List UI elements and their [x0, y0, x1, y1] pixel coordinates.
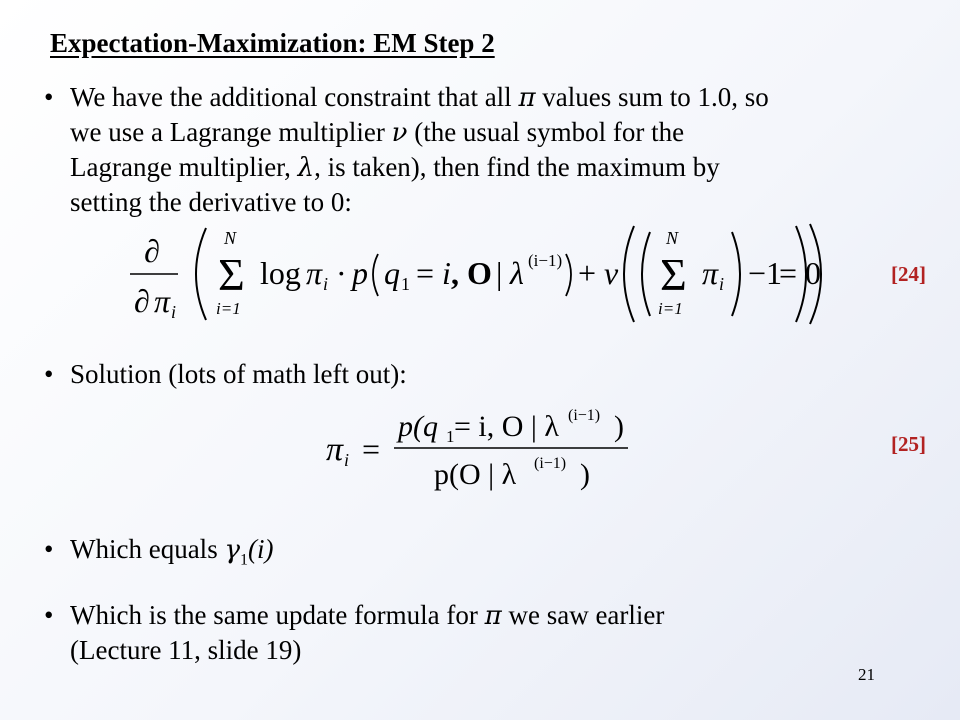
nu-symbol: ν — [391, 118, 408, 148]
bullet-dot: • — [44, 600, 54, 630]
equation-24 — [120, 222, 840, 326]
page-number: 21 — [858, 665, 875, 684]
eq24-sigma2: Σ — [660, 249, 687, 300]
equation-number-24: [24] — [891, 262, 926, 286]
eq25-den-sup: (i−1) — [534, 455, 567, 472]
gamma-symbol: γ — [224, 535, 240, 565]
eq24-sigma1: Σ — [218, 249, 245, 300]
eq24-lambda: λ — [510, 255, 524, 291]
eq24-sum2-upper: N — [666, 228, 679, 248]
eq25-den: p(O | λ — [434, 458, 517, 491]
eq24-sum1-lower: i=1 — [216, 299, 241, 318]
eq24-lambda-sup: (i−1) — [528, 251, 563, 270]
lambda-symbol: λ — [297, 153, 315, 183]
eq24-pi-sub: i — [171, 302, 177, 322]
eq24-p-open — [373, 254, 378, 296]
eq25-pi: π — [326, 431, 344, 468]
bullet-which-equals — [44, 532, 914, 568]
bullet-line: we use a Lagrange multiplier ν (the usual symbol for the — [70, 117, 685, 148]
eq25-num-sup: (i−1) — [568, 407, 601, 424]
bullet-line: We have the additional constraint that all π values sum to 1.0, so — [70, 82, 769, 113]
eq24-q-sub: 1 — [401, 274, 410, 294]
bullet-text: Solution (lots of math left out): — [70, 359, 407, 389]
bullet-dot: • — [44, 534, 54, 564]
eq24-bar: | — [496, 255, 503, 291]
slide-title: Expectation-Maximization: EM Step 2 — [50, 28, 495, 58]
eq24-p: p — [352, 255, 368, 291]
eq24-dot: · — [336, 255, 347, 291]
eq24-sum2-lower: i=1 — [658, 299, 683, 318]
eq24-plus: + — [578, 255, 597, 291]
eq24-paren2-open — [624, 226, 634, 322]
eq24-equals: = — [416, 255, 435, 291]
eq24-paren-open — [196, 228, 206, 320]
eq24-nu: ν — [604, 255, 619, 291]
eq24-sum1-upper: N — [224, 228, 237, 248]
bullet-text: Which equals $\gamma_1(i)$ — [70, 534, 274, 569]
eq24-paren3-close — [732, 232, 740, 316]
eq24-sum2-pi: π — [702, 255, 719, 291]
eq24-pi: π — [154, 283, 171, 319]
eq24-q: q — [384, 255, 400, 291]
bullet-dot: • — [44, 359, 54, 389]
equation-25 — [320, 402, 650, 498]
pi-symbol: π — [484, 601, 502, 631]
eq24-log-pi-sub: i — [323, 274, 329, 294]
eq25-pi-sub: i — [344, 450, 350, 470]
eq24-sum2-pi-sub: i — [719, 274, 725, 294]
eq24-i: i — [442, 255, 451, 291]
bullet-line: Which is the same update formula for π we saw earlier — [70, 600, 665, 631]
bullet-line: (Lecture 11, slide 19) — [70, 635, 302, 665]
equation-number-25: [25] — [891, 432, 926, 456]
equation-24-tail — [775, 222, 845, 326]
eq24-partial-top: ∂ — [144, 233, 160, 269]
eq25-num-p: p(q — [398, 410, 438, 443]
eq24-log: log — [260, 255, 301, 291]
eq25-num-sub: 1 — [446, 427, 455, 446]
eq24-log-pi: π — [306, 255, 323, 291]
eq24-zero: = 0 — [779, 255, 822, 291]
bullet-line: Lagrange multiplier, λ, is taken), then find the maximum by — [70, 152, 720, 183]
eq25-num-rest: = i, O | λ — [454, 410, 559, 443]
eq24-minus1: −1 — [748, 255, 783, 291]
eq24-partial-bottom: ∂ — [134, 283, 150, 319]
bullet-same-update — [44, 598, 914, 668]
bullet-dot: • — [44, 82, 54, 112]
eq25-num-close: ) — [614, 410, 624, 443]
eq25-equals: = — [362, 431, 381, 467]
bullet-line: setting the derivative to 0: — [70, 187, 352, 217]
eq24-p-close — [566, 254, 571, 296]
eq24-O: , O — [451, 255, 492, 291]
eq24-paren3-open — [642, 232, 650, 316]
eq25-den-close: ) — [580, 458, 590, 491]
pi-symbol: π — [518, 83, 536, 113]
bullet-solution — [44, 357, 914, 393]
bullet-constraint — [44, 80, 914, 220]
